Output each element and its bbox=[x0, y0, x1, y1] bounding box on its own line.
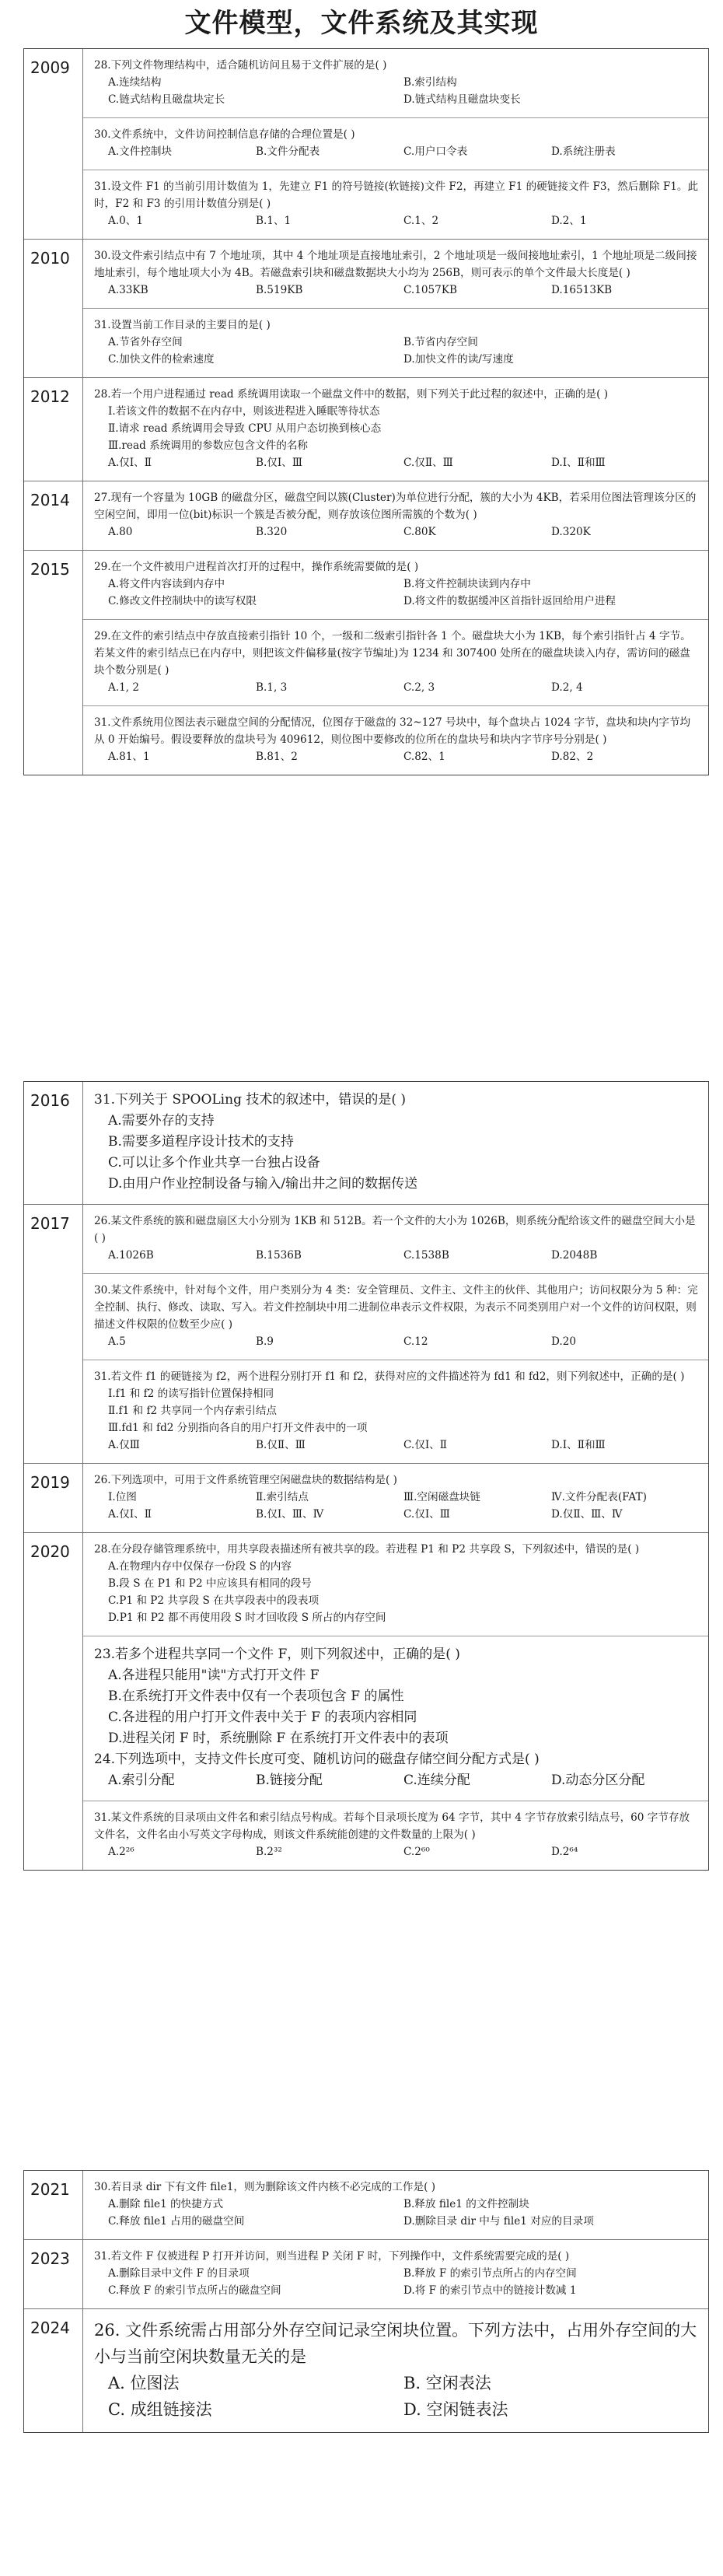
exam-year: 2014 bbox=[24, 481, 83, 550]
question-block bbox=[83, 49, 708, 118]
answer-option: B.在系统打开文件表中仅有一个表项包含 F 的属性 bbox=[108, 1689, 404, 1704]
answer-option: A.各进程只能用"读"方式打开文件 F bbox=[108, 1668, 320, 1683]
answer-option: A.在物理内存中仅保存一份段 S 的内容 bbox=[108, 1560, 292, 1573]
question-column bbox=[83, 1205, 708, 1463]
question-column bbox=[83, 2171, 708, 2239]
answer-option: B.释放 F 的索引节点所占的内存空间 bbox=[403, 2267, 577, 2280]
question-stem: 27.现有一个容量为 10GB 的磁盘分区，磁盘空间以簇(Cluster)为单位进行分配，簇的大小为 4KB，若采用位图法管理该分区的空闲空间，即用一位(bit)标识一个簇是否被分配，则存放该位图所需簇的个数为( ) bbox=[94, 492, 697, 521]
answer-option: C.80K bbox=[403, 526, 436, 538]
option-list bbox=[94, 2196, 699, 2230]
answer-option: A.33KB bbox=[108, 284, 148, 296]
question-block bbox=[83, 378, 708, 481]
question-block bbox=[83, 551, 708, 620]
answer-option: A.仅Ⅰ、Ⅱ bbox=[108, 1508, 152, 1521]
year-row bbox=[24, 1464, 708, 1533]
answer-option: Ⅱ.索引结点 bbox=[256, 1491, 309, 1503]
answer-option: D.仅Ⅱ、Ⅲ、Ⅳ bbox=[551, 1508, 623, 1521]
answer-option: D.动态分区分配 bbox=[551, 1773, 645, 1788]
answer-option: B.320 bbox=[256, 526, 288, 538]
year-row bbox=[24, 1533, 708, 1870]
answer-option: C.1538B bbox=[403, 1249, 449, 1262]
question-column bbox=[83, 1533, 708, 1870]
answer-option: D.16513KB bbox=[551, 284, 613, 296]
question-stem: 31.某文件系统的目录项由文件名和索引结点号构成。若每个目录项长度为 64 字节，其中 4 字节存放索引结点号，60 字节存放文件名，文件名由小写英文字母构成，则该文件系统能创建的文件数量的上限为( ) bbox=[94, 1811, 690, 1841]
answer-option: A.0、1 bbox=[108, 215, 144, 227]
exam-year: 2021 bbox=[24, 2171, 83, 2239]
question-column bbox=[83, 1082, 708, 1204]
answer-option: C.加快文件的检索速度 bbox=[108, 353, 215, 366]
answer-option: A.删除目录中文件 F 的目录项 bbox=[108, 2267, 250, 2280]
answer-option: A.5 bbox=[108, 1335, 126, 1348]
answer-option: A. 位图法 bbox=[108, 2374, 180, 2392]
exam-year: 2023 bbox=[24, 2240, 83, 2308]
answer-option: D.82、2 bbox=[551, 751, 594, 763]
exam-page-1 bbox=[23, 48, 709, 775]
question-block bbox=[83, 1205, 708, 1274]
question-stem: 26. 文件系统需占用部分外存空间记录空闲块位置。下列方法中，占用外存空间的大小与当前空闲块数量无关的是 bbox=[94, 2321, 697, 2366]
answer-option: A.81、1 bbox=[108, 751, 150, 763]
option-list bbox=[94, 2265, 699, 2299]
answer-option: D.链式结构且磁盘块变长 bbox=[403, 93, 521, 106]
answer-option: C.2⁶⁰ bbox=[403, 1846, 430, 1858]
answer-option: C.仅Ⅰ、Ⅲ bbox=[403, 1508, 450, 1521]
answer-option: D.删除目录 dir 中与 file1 对应的目录项 bbox=[403, 2215, 594, 2228]
year-row bbox=[24, 1205, 708, 1464]
answer-option: A.连续结构 bbox=[108, 76, 162, 89]
answer-option: D.Ⅰ、Ⅱ和Ⅲ bbox=[551, 457, 606, 469]
answer-option: B. 空闲表法 bbox=[403, 2374, 491, 2392]
option-list bbox=[94, 143, 699, 160]
question-stem: 24.下列选项中，支持文件长度可变、随机访问的磁盘存储空间分配方式是( ) bbox=[94, 1752, 540, 1767]
option-list bbox=[94, 523, 699, 541]
option-list bbox=[94, 282, 699, 299]
question-stem: 28.下列文件物理结构中，适合随机访问且易于文件扩展的是( ) bbox=[94, 59, 387, 72]
question-stem: 26.下列选项中，可用于文件系统管理空闲磁盘块的数据结构是( ) bbox=[94, 1474, 397, 1486]
question-block bbox=[83, 2240, 708, 2308]
answer-option: B.将文件控制块读到内存中 bbox=[403, 578, 531, 590]
answer-option: D. 空闲链表法 bbox=[403, 2400, 508, 2419]
exam-year: 2012 bbox=[24, 378, 83, 481]
question-column bbox=[83, 240, 708, 377]
question-stem: 30.若目录 dir 下有文件 file1，则为删除该文件内核不必完成的工作是( ) bbox=[94, 2181, 436, 2193]
option-list bbox=[94, 212, 699, 229]
question-stem: 30.设文件索引结点中有 7 个地址项，其中 4 个地址项是直接地址索引，2 个地址项是一级间接地址索引，1 个地址项是二级间接地址索引，每个地址项大小为 4B。若磁盘索引块和磁盘数据块大小均为 256B，则可表示的单个文件最大长度是( ) bbox=[94, 250, 697, 279]
answer-option: B.9 bbox=[256, 1335, 274, 1348]
answer-option: B.1、1 bbox=[256, 215, 292, 227]
question-block bbox=[83, 620, 708, 706]
question-stem: 31.若文件 F 仅被进程 P 打开并访问，则当进程 P 关闭 F 时，下列操作中，文件系统需要完成的是( ) bbox=[94, 2250, 570, 2263]
question-block bbox=[83, 1533, 708, 1636]
answer-option: D.加快文件的读/写速度 bbox=[403, 353, 514, 366]
exam-year: 2020 bbox=[24, 1533, 83, 1870]
question-block bbox=[83, 2309, 708, 2432]
answer-option: A.80 bbox=[108, 526, 133, 538]
answer-option: D.2048B bbox=[551, 1249, 598, 1262]
question-block bbox=[83, 1082, 708, 1204]
exam-year: 2015 bbox=[24, 551, 83, 775]
option-list bbox=[94, 74, 699, 108]
answer-option: B.链接分配 bbox=[256, 1773, 323, 1788]
year-row bbox=[24, 2171, 708, 2240]
answer-option: B.节省内存空间 bbox=[403, 336, 478, 348]
question-block bbox=[83, 481, 708, 550]
answer-option: C.1、2 bbox=[403, 215, 439, 227]
year-row bbox=[24, 49, 708, 240]
option-list bbox=[94, 1770, 699, 1791]
answer-option: C.连续分配 bbox=[403, 1773, 470, 1788]
question-stem: 31.若文件 f1 的硬链接为 f2，两个进程分别打开 f1 和 f2，获得对应的文件描述符为 fd1 和 fd2，则下列叙述中，正确的是( ) bbox=[94, 1370, 685, 1383]
answer-option: B.2³² bbox=[256, 1846, 282, 1858]
question-stem: 23.若多个进程共享同一个文件 F，则下列叙述中，正确的是( ) bbox=[94, 1647, 460, 1662]
answer-option: D.P1 和 P2 都不再使用段 S 时才回收段 S 所占的内存空间 bbox=[108, 1612, 386, 1624]
answer-option: B.释放 file1 的文件控制块 bbox=[403, 2198, 529, 2210]
year-row bbox=[24, 240, 708, 378]
question-column bbox=[83, 2240, 708, 2308]
option-list bbox=[94, 1437, 699, 1454]
page-title: 文件模型，文件系统及其实现 bbox=[184, 8, 539, 39]
question-column bbox=[83, 49, 708, 239]
statement-item: Ⅱ.请求 read 系统调用会导致 CPU 从用户态切换到核心态 bbox=[108, 422, 382, 435]
answer-option: D.将 F 的索引节点中的链接计数减 1 bbox=[403, 2284, 577, 2297]
answer-option: D.2, 4 bbox=[551, 681, 583, 694]
statement-item: Ⅰ.f1 和 f2 的读写指针位置保持相同 bbox=[108, 1388, 274, 1400]
answer-option: C.仅Ⅰ、Ⅱ bbox=[403, 1439, 448, 1451]
answer-option: B.仅Ⅰ、Ⅲ bbox=[256, 457, 302, 469]
answer-option: A.仅Ⅲ bbox=[108, 1439, 140, 1451]
answer-option: C.修改文件控制块中的读写权限 bbox=[108, 595, 257, 607]
exam-year: 2010 bbox=[24, 240, 83, 377]
question-block bbox=[83, 240, 708, 309]
question-block bbox=[83, 1464, 708, 1532]
option-list bbox=[94, 576, 699, 610]
statement-item: Ⅰ.若该文件的数据不在内存中，则该进程进入睡眠等待状态 bbox=[108, 405, 380, 418]
question-block bbox=[83, 2171, 708, 2239]
option-list bbox=[94, 679, 699, 696]
statement-list bbox=[94, 1385, 699, 1437]
option-list bbox=[94, 1843, 699, 1860]
answer-option: A.节省外存空间 bbox=[108, 336, 183, 348]
exam-page-2 bbox=[23, 1081, 709, 1871]
answer-option: D.Ⅰ、Ⅱ和Ⅲ bbox=[551, 1439, 606, 1451]
year-row bbox=[24, 378, 708, 481]
question-stem: 31.设文件 F1 的当前引用计数值为 1，先建立 F1 的符号链接(软链接)文件 F2，再建立 F1 的硬链接文件 F3，然后删除 F1。此时，F2 和 F3 的引用计数值分别是( ) bbox=[94, 180, 699, 210]
answer-option: C.2, 3 bbox=[403, 681, 435, 694]
answer-option: D.进程关闭 F 时，系统删除 F 在系统打开文件表中的表项 bbox=[108, 1731, 449, 1746]
answer-option: C.82、1 bbox=[403, 751, 445, 763]
answer-option: B.需要多道程序设计技术的支持 bbox=[108, 1134, 294, 1150]
option-list bbox=[94, 2370, 699, 2423]
answer-option: C.释放 file1 占用的磁盘空间 bbox=[108, 2215, 245, 2228]
answer-option: A.删除 file1 的快捷方式 bbox=[108, 2198, 224, 2210]
answer-option: Ⅳ.文件分配表(FAT) bbox=[551, 1491, 647, 1503]
answer-option: A.需要外存的支持 bbox=[108, 1113, 215, 1129]
answer-option: D.2、1 bbox=[551, 215, 587, 227]
answer-option: B.段 S 在 P1 和 P2 中应该具有相同的段号 bbox=[108, 1577, 312, 1590]
option-list bbox=[94, 1558, 699, 1626]
option-list bbox=[94, 1333, 699, 1350]
question-column bbox=[83, 481, 708, 550]
answer-option: D.由用户作业控制设备与输入/输出井之间的数据传送 bbox=[108, 1176, 418, 1192]
question-stem: 29.在一个文件被用户进程首次打开的过程中，操作系统需要做的是( ) bbox=[94, 561, 419, 573]
option-list bbox=[94, 1111, 699, 1195]
year-row bbox=[24, 481, 708, 551]
answer-option: A.1, 2 bbox=[108, 681, 140, 694]
option-list bbox=[94, 1247, 699, 1264]
answer-option: B.519KB bbox=[256, 284, 303, 296]
answer-option: B.1, 3 bbox=[256, 681, 288, 694]
question-column bbox=[83, 1464, 708, 1532]
question-stem: 26.某文件系统的簇和磁盘扇区大小分别为 1KB 和 512B。若一个文件的大小为 1026B，则系统分配给该文件的磁盘空间大小是( ) bbox=[94, 1215, 696, 1244]
answer-option: D.2⁶⁴ bbox=[551, 1846, 578, 1858]
answer-option: C.各进程的用户打开文件表中关于 F 的表项内容相同 bbox=[108, 1710, 417, 1725]
exam-year: 2019 bbox=[24, 1464, 83, 1532]
question-block bbox=[83, 170, 708, 239]
answer-option: C.12 bbox=[403, 1335, 428, 1348]
year-row bbox=[24, 1082, 708, 1205]
answer-option: C.1057KB bbox=[403, 284, 457, 296]
answer-option: A.1026B bbox=[108, 1249, 154, 1262]
question-block bbox=[83, 1360, 708, 1463]
option-list bbox=[94, 748, 699, 765]
answer-option: B.仅Ⅰ、Ⅲ、Ⅳ bbox=[256, 1508, 324, 1521]
exam-year: 2009 bbox=[24, 49, 83, 239]
option-list bbox=[94, 454, 699, 471]
question-stem: 31.文件系统用位图法表示磁盘空间的分配情况，位图存于磁盘的 32~127 号块中，每个盘块占 1024 字节，盘块和块内字节均从 0 开始编号。假设要释放的盘块号为 409612，则位图中要修改的位所在的盘块号和块内字节序号分别是( ) bbox=[94, 716, 691, 746]
answer-option: A.仅Ⅰ、Ⅱ bbox=[108, 457, 152, 469]
question-block bbox=[83, 309, 708, 377]
answer-option: C. 成组链接法 bbox=[108, 2400, 212, 2419]
answer-option: C.用户口令表 bbox=[403, 145, 468, 158]
question-block bbox=[83, 1636, 708, 1801]
year-row bbox=[24, 551, 708, 775]
answer-option: D.20 bbox=[551, 1335, 577, 1348]
answer-option: C.可以让多个作业共享一台独占设备 bbox=[108, 1155, 320, 1171]
answer-option: B.仅Ⅱ、Ⅲ bbox=[256, 1439, 306, 1451]
exam-page-3 bbox=[23, 2170, 709, 2433]
answer-option: B.索引结构 bbox=[403, 76, 457, 89]
year-row bbox=[24, 2309, 708, 2432]
question-block bbox=[83, 118, 708, 170]
question-column bbox=[83, 378, 708, 481]
answer-option: A.索引分配 bbox=[108, 1773, 175, 1788]
answer-option: C.链式结构且磁盘块定长 bbox=[108, 93, 225, 106]
exam-year: 2016 bbox=[24, 1082, 83, 1204]
question-stem: 30.某文件系统中，针对每个文件，用户类别分为 4 类：安全管理员、文件主、文件主的伙伴、其他用户；访问权限分为 5 种：完全控制、执行、修改、读取、写入。若文件控制块中用二进制位串表示文件权限，为表示不同类别用户对一个文件的访问权限，则描述文件权限的位数至少应( ) bbox=[94, 1284, 698, 1331]
answer-option: A.文件控制块 bbox=[108, 145, 173, 158]
answer-option: C.仅Ⅱ、Ⅲ bbox=[403, 457, 453, 469]
option-list bbox=[94, 1489, 699, 1523]
option-list bbox=[94, 1665, 699, 1749]
statement-item: Ⅱ.f1 和 f2 共享同一个内存索引结点 bbox=[108, 1405, 278, 1417]
exam-year: 2024 bbox=[24, 2309, 83, 2432]
answer-option: C.释放 F 的索引节点所占的磁盘空间 bbox=[108, 2284, 281, 2297]
year-row bbox=[24, 2240, 708, 2309]
statement-list bbox=[94, 403, 699, 454]
answer-option: D.将文件的数据缓冲区首指针返回给用户进程 bbox=[403, 595, 616, 607]
question-block bbox=[83, 1801, 708, 1870]
answer-option: B.81、2 bbox=[256, 751, 298, 763]
question-block bbox=[83, 1274, 708, 1360]
question-stem: 31.设置当前工作目录的主要目的是( ) bbox=[94, 319, 271, 331]
answer-option: Ⅲ.空闲磁盘块链 bbox=[403, 1491, 480, 1503]
exam-year: 2017 bbox=[24, 1205, 83, 1463]
question-stem: 31.下列关于 SPOOLing 技术的叙述中，错误的是( ) bbox=[94, 1092, 407, 1108]
answer-option: A.2²⁶ bbox=[108, 1846, 134, 1858]
question-block bbox=[83, 706, 708, 775]
question-stem: 28.若一个用户进程通过 read 系统调用读取一个磁盘文件中的数据，则下列关于此过程的叙述中，正确的是( ) bbox=[94, 388, 609, 401]
statement-item: Ⅲ.fd1 和 fd2 分别指向各自的用户打开文件表中的一项 bbox=[108, 1422, 368, 1434]
answer-option: B.文件分配表 bbox=[256, 145, 320, 158]
question-stem: 29.在文件的索引结点中存放直接索引指针 10 个，一级和二级索引指针各 1 个。磁盘块大小为 1KB，每个索引指针占 4 字节。若某文件的索引结点已在内存中，则把该文件偏移量(按字节编址)为 1234 和 307400 处所在的磁盘块读入内存，需访问的磁盘块个数分别是( ) bbox=[94, 630, 691, 677]
question-column bbox=[83, 2309, 708, 2432]
option-list bbox=[94, 334, 699, 368]
answer-option: D.320K bbox=[551, 526, 591, 538]
question-stem: 30.文件系统中，文件访问控制信息存储的合理位置是( ) bbox=[94, 128, 355, 141]
question-column bbox=[83, 551, 708, 775]
question-stem: 28.在分段存储管理系统中，用共享段表描述所有被共享的段。若进程 P1 和 P2 共享段 S，下列叙述中，错误的是( ) bbox=[94, 1543, 640, 1556]
answer-option: B.1536B bbox=[256, 1249, 302, 1262]
answer-option: Ⅰ.位图 bbox=[108, 1491, 137, 1503]
answer-option: C.P1 和 P2 共享段 S 在共享段表中的段表项 bbox=[108, 1594, 320, 1607]
answer-option: D.系统注册表 bbox=[551, 145, 616, 158]
answer-option: A.将文件内容读到内存中 bbox=[108, 578, 225, 590]
statement-item: Ⅲ.read 系统调用的参数应包含文件的名称 bbox=[108, 439, 309, 452]
